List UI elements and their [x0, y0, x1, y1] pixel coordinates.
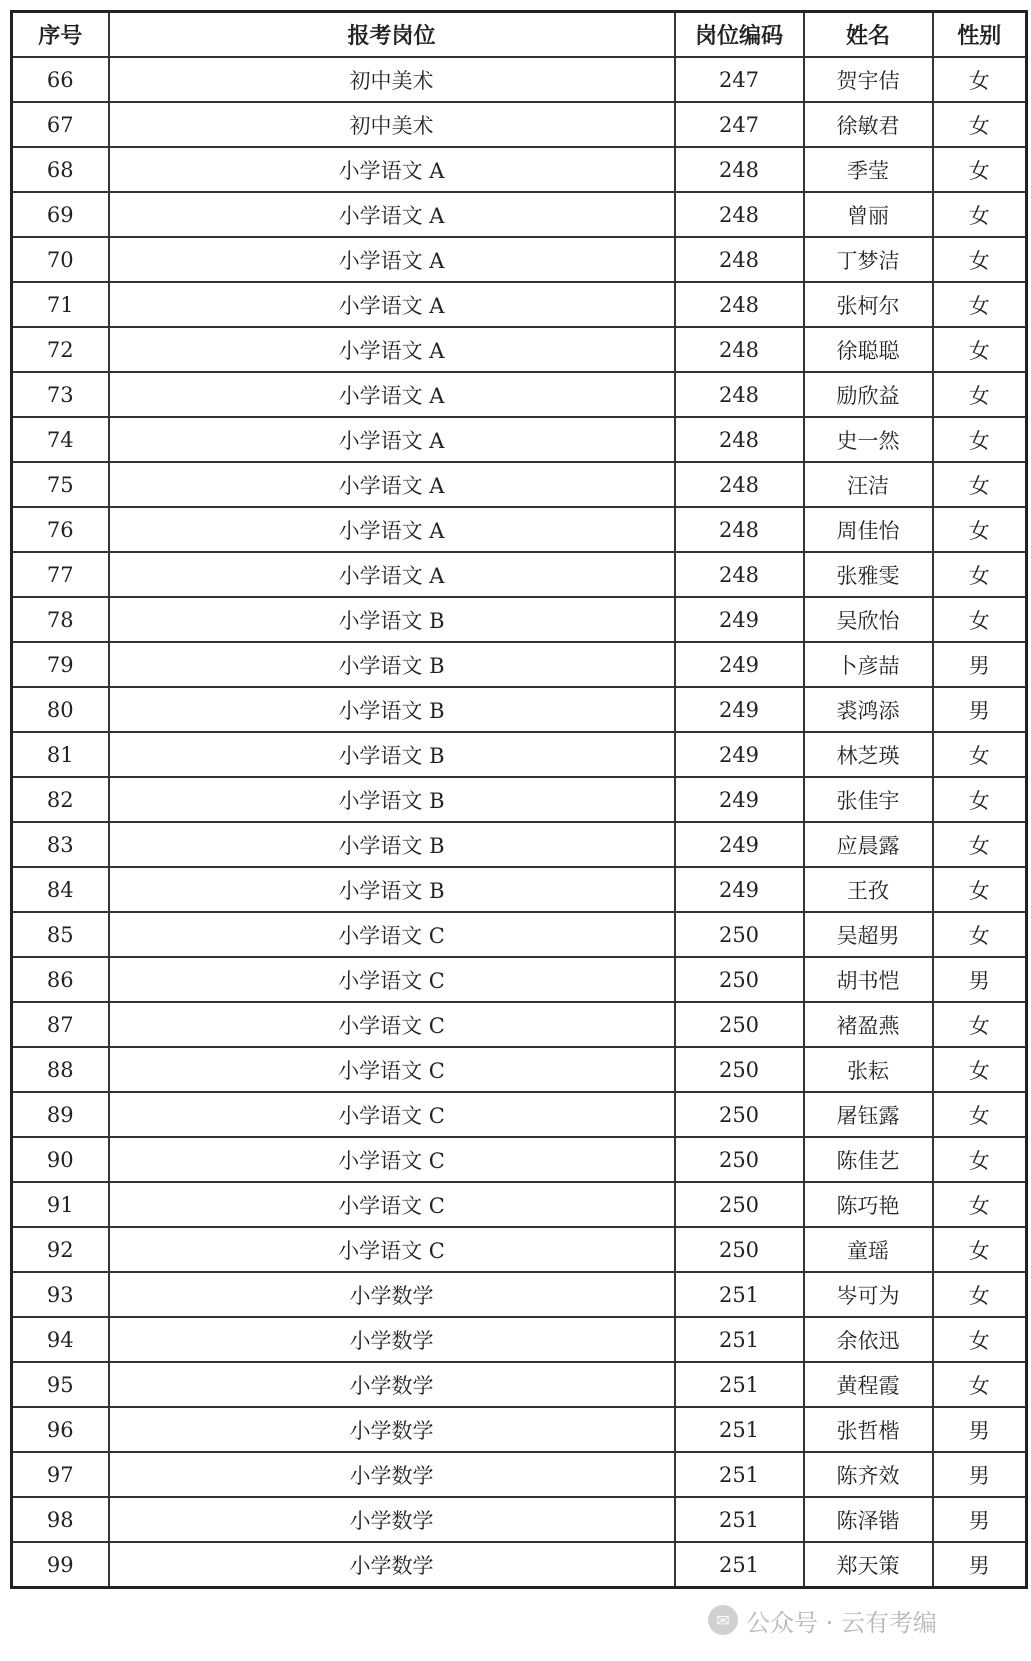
- cell-position-code: 251: [675, 1542, 804, 1588]
- cell-position: 小学数学: [109, 1497, 675, 1542]
- table-row: [12, 1272, 1027, 1317]
- cell-position: 小学语文 B: [109, 732, 675, 777]
- cell-position-code: 247: [675, 57, 804, 102]
- cell-position: 小学语文 B: [109, 687, 675, 732]
- cell-index: 91: [12, 1182, 109, 1227]
- candidate-table: [10, 10, 1028, 1589]
- cell-gender: 女: [933, 372, 1027, 417]
- cell-position: 小学语文 A: [109, 462, 675, 507]
- cell-gender: 女: [933, 327, 1027, 372]
- cell-name: 徐聪聪: [804, 327, 933, 372]
- cell-position-code: 250: [675, 1182, 804, 1227]
- table-row: [12, 1227, 1027, 1272]
- table-row: [12, 1452, 1027, 1497]
- cell-name: 张佳宇: [804, 777, 933, 822]
- cell-index: 87: [12, 1002, 109, 1047]
- cell-name: 吴欣怡: [804, 597, 933, 642]
- cell-name: 卜彦喆: [804, 642, 933, 687]
- cell-index: 86: [12, 957, 109, 1002]
- cell-gender: 女: [933, 1002, 1027, 1047]
- cell-position: 小学语文 A: [109, 327, 675, 372]
- table-row: [12, 1497, 1027, 1542]
- cell-gender: 女: [933, 912, 1027, 957]
- table-row: [12, 327, 1027, 372]
- cell-gender: 女: [933, 57, 1027, 102]
- cell-index: 97: [12, 1452, 109, 1497]
- cell-position-code: 251: [675, 1272, 804, 1317]
- table-row: [12, 507, 1027, 552]
- cell-name: 吴超男: [804, 912, 933, 957]
- cell-position: 小学语文 C: [109, 912, 675, 957]
- cell-name: 张雅雯: [804, 552, 933, 597]
- cell-position: 小学语文 C: [109, 1227, 675, 1272]
- cell-position-code: 248: [675, 507, 804, 552]
- cell-index: 82: [12, 777, 109, 822]
- cell-position-code: 250: [675, 1227, 804, 1272]
- cell-gender: 女: [933, 732, 1027, 777]
- cell-position: 初中美术: [109, 102, 675, 147]
- cell-position: 小学语文 B: [109, 597, 675, 642]
- cell-name: 郑天策: [804, 1542, 933, 1588]
- cell-position: 小学语文 B: [109, 867, 675, 912]
- cell-position-code: 250: [675, 912, 804, 957]
- cell-position: 小学数学: [109, 1317, 675, 1362]
- cell-position: 小学数学: [109, 1542, 675, 1588]
- table-row: [12, 417, 1027, 462]
- cell-gender: 女: [933, 1047, 1027, 1092]
- cell-name: 应晨露: [804, 822, 933, 867]
- cell-position-code: 247: [675, 102, 804, 147]
- cell-gender: 女: [933, 237, 1027, 282]
- cell-gender: 男: [933, 957, 1027, 1002]
- cell-gender: 男: [933, 687, 1027, 732]
- table-row: [12, 687, 1027, 732]
- cell-index: 66: [12, 57, 109, 102]
- cell-position: 小学数学: [109, 1407, 675, 1452]
- cell-position-code: 248: [675, 372, 804, 417]
- cell-position-code: 251: [675, 1452, 804, 1497]
- table-row: [12, 867, 1027, 912]
- cell-position-code: 250: [675, 1047, 804, 1092]
- cell-name: 张柯尔: [804, 282, 933, 327]
- cell-position: 小学语文 C: [109, 1182, 675, 1227]
- cell-index: 96: [12, 1407, 109, 1452]
- cell-position: 小学语文 A: [109, 417, 675, 462]
- cell-gender: 男: [933, 1452, 1027, 1497]
- cell-position-code: 248: [675, 282, 804, 327]
- cell-position-code: 251: [675, 1497, 804, 1542]
- cell-index: 98: [12, 1497, 109, 1542]
- cell-index: 94: [12, 1317, 109, 1362]
- table-row: [12, 822, 1027, 867]
- wechat-icon: ✉: [708, 1605, 738, 1635]
- cell-position-code: 250: [675, 957, 804, 1002]
- cell-position-code: 249: [675, 732, 804, 777]
- cell-name: 周佳怡: [804, 507, 933, 552]
- cell-position: 小学语文 A: [109, 552, 675, 597]
- cell-name: 童瑶: [804, 1227, 933, 1272]
- cell-name: 王孜: [804, 867, 933, 912]
- header-position: 报考岗位: [109, 12, 675, 58]
- table-row: [12, 282, 1027, 327]
- cell-index: 85: [12, 912, 109, 957]
- cell-index: 81: [12, 732, 109, 777]
- cell-gender: 男: [933, 1407, 1027, 1452]
- cell-name: 裘鸿添: [804, 687, 933, 732]
- cell-position: 小学语文 C: [109, 1047, 675, 1092]
- cell-index: 68: [12, 147, 109, 192]
- cell-position: 小学语文 A: [109, 507, 675, 552]
- cell-name: 史一然: [804, 417, 933, 462]
- cell-gender: 女: [933, 1362, 1027, 1407]
- cell-gender: 女: [933, 597, 1027, 642]
- cell-position-code: 248: [675, 417, 804, 462]
- table-row: [12, 552, 1027, 597]
- table-row: [12, 777, 1027, 822]
- cell-position-code: 249: [675, 822, 804, 867]
- cell-name: 褚盈燕: [804, 1002, 933, 1047]
- cell-index: 79: [12, 642, 109, 687]
- table-row: [12, 147, 1027, 192]
- cell-gender: 女: [933, 147, 1027, 192]
- cell-name: 陈齐效: [804, 1452, 933, 1497]
- header-index: 序号: [12, 12, 109, 58]
- cell-gender: 女: [933, 1227, 1027, 1272]
- cell-index: 89: [12, 1092, 109, 1137]
- cell-name: 曾丽: [804, 192, 933, 237]
- table-row: [12, 1362, 1027, 1407]
- cell-gender: 女: [933, 102, 1027, 147]
- cell-position: 小学语文 C: [109, 1137, 675, 1182]
- cell-position-code: 251: [675, 1407, 804, 1452]
- cell-index: 99: [12, 1542, 109, 1588]
- cell-position-code: 250: [675, 1137, 804, 1182]
- cell-index: 78: [12, 597, 109, 642]
- cell-name: 贺宇佶: [804, 57, 933, 102]
- table-row: [12, 597, 1027, 642]
- cell-index: 73: [12, 372, 109, 417]
- cell-position-code: 248: [675, 192, 804, 237]
- header-position-code: 岗位编码: [675, 12, 804, 58]
- table-row: [12, 1182, 1027, 1227]
- cell-gender: 男: [933, 1497, 1027, 1542]
- table-row: [12, 1002, 1027, 1047]
- watermark-text: 公众号 · 云有考编: [746, 1608, 937, 1637]
- header-gender: 性别: [933, 12, 1027, 58]
- table-row: [12, 192, 1027, 237]
- cell-index: 70: [12, 237, 109, 282]
- cell-name: 陈佳艺: [804, 1137, 933, 1182]
- cell-index: 80: [12, 687, 109, 732]
- cell-index: 76: [12, 507, 109, 552]
- table-row: [12, 912, 1027, 957]
- table-row: [12, 1047, 1027, 1092]
- document-sheet: [10, 10, 1025, 1589]
- table-row: [12, 957, 1027, 1002]
- table-row: [12, 1407, 1027, 1452]
- cell-index: 75: [12, 462, 109, 507]
- cell-name: 丁梦洁: [804, 237, 933, 282]
- cell-position-code: 248: [675, 237, 804, 282]
- cell-index: 67: [12, 102, 109, 147]
- cell-name: 胡书恺: [804, 957, 933, 1002]
- cell-index: 71: [12, 282, 109, 327]
- cell-position-code: 249: [675, 867, 804, 912]
- cell-position: 小学语文 A: [109, 372, 675, 417]
- cell-position-code: 248: [675, 327, 804, 372]
- cell-gender: 女: [933, 822, 1027, 867]
- cell-position: 小学语文 A: [109, 147, 675, 192]
- cell-position-code: 249: [675, 687, 804, 732]
- watermark: [708, 1600, 937, 1640]
- cell-index: 74: [12, 417, 109, 462]
- cell-gender: 男: [933, 1542, 1027, 1588]
- cell-index: 93: [12, 1272, 109, 1317]
- cell-name: 季莹: [804, 147, 933, 192]
- cell-gender: 女: [933, 867, 1027, 912]
- cell-position: 小学语文 C: [109, 957, 675, 1002]
- cell-name: 徐敏君: [804, 102, 933, 147]
- cell-position: 小学数学: [109, 1272, 675, 1317]
- cell-index: 72: [12, 327, 109, 372]
- header-name: 姓名: [804, 12, 933, 58]
- cell-position: 小学数学: [109, 1362, 675, 1407]
- table-row: [12, 57, 1027, 102]
- cell-gender: 女: [933, 417, 1027, 462]
- cell-position: 小学语文 A: [109, 192, 675, 237]
- cell-gender: 女: [933, 1317, 1027, 1362]
- table-row: [12, 732, 1027, 777]
- cell-index: 77: [12, 552, 109, 597]
- cell-position-code: 250: [675, 1092, 804, 1137]
- cell-position-code: 248: [675, 462, 804, 507]
- cell-position: 小学语文 B: [109, 777, 675, 822]
- cell-name: 林芝瑛: [804, 732, 933, 777]
- cell-gender: 女: [933, 1272, 1027, 1317]
- cell-index: 88: [12, 1047, 109, 1092]
- cell-position-code: 249: [675, 597, 804, 642]
- cell-name: 张耘: [804, 1047, 933, 1092]
- cell-index: 90: [12, 1137, 109, 1182]
- cell-gender: 女: [933, 777, 1027, 822]
- table-row: [12, 102, 1027, 147]
- cell-position-code: 249: [675, 777, 804, 822]
- cell-position-code: 250: [675, 1002, 804, 1047]
- cell-name: 汪洁: [804, 462, 933, 507]
- cell-name: 黄程霞: [804, 1362, 933, 1407]
- cell-position: 小学语文 B: [109, 822, 675, 867]
- cell-index: 69: [12, 192, 109, 237]
- cell-gender: 女: [933, 462, 1027, 507]
- cell-position: 初中美术: [109, 57, 675, 102]
- cell-index: 92: [12, 1227, 109, 1272]
- cell-name: 余依迅: [804, 1317, 933, 1362]
- cell-gender: 女: [933, 552, 1027, 597]
- cell-name: 屠钰露: [804, 1092, 933, 1137]
- cell-position: 小学语文 C: [109, 1002, 675, 1047]
- cell-position-code: 248: [675, 147, 804, 192]
- table-row: [12, 462, 1027, 507]
- table-row: [12, 1137, 1027, 1182]
- cell-position-code: 251: [675, 1362, 804, 1407]
- cell-position-code: 249: [675, 642, 804, 687]
- table-row: [12, 1092, 1027, 1137]
- cell-position-code: 251: [675, 1317, 804, 1362]
- cell-position-code: 248: [675, 552, 804, 597]
- cell-index: 95: [12, 1362, 109, 1407]
- cell-gender: 女: [933, 1182, 1027, 1227]
- cell-position: 小学数学: [109, 1452, 675, 1497]
- cell-name: 岑可为: [804, 1272, 933, 1317]
- cell-name: 张哲楷: [804, 1407, 933, 1452]
- cell-gender: 男: [933, 642, 1027, 687]
- table-header-row: [12, 12, 1027, 58]
- cell-name: 励欣益: [804, 372, 933, 417]
- cell-gender: 女: [933, 1092, 1027, 1137]
- cell-gender: 女: [933, 507, 1027, 552]
- cell-name: 陈泽锴: [804, 1497, 933, 1542]
- cell-gender: 女: [933, 282, 1027, 327]
- table-row: [12, 1317, 1027, 1362]
- cell-index: 83: [12, 822, 109, 867]
- table-row: [12, 642, 1027, 687]
- cell-gender: 女: [933, 192, 1027, 237]
- cell-position: 小学语文 C: [109, 1092, 675, 1137]
- cell-position: 小学语文 B: [109, 642, 675, 687]
- table-row: [12, 372, 1027, 417]
- cell-gender: 女: [933, 1137, 1027, 1182]
- table-row: [12, 237, 1027, 282]
- cell-position: 小学语文 A: [109, 237, 675, 282]
- cell-name: 陈巧艳: [804, 1182, 933, 1227]
- table-row: [12, 1542, 1027, 1588]
- cell-position: 小学语文 A: [109, 282, 675, 327]
- cell-index: 84: [12, 867, 109, 912]
